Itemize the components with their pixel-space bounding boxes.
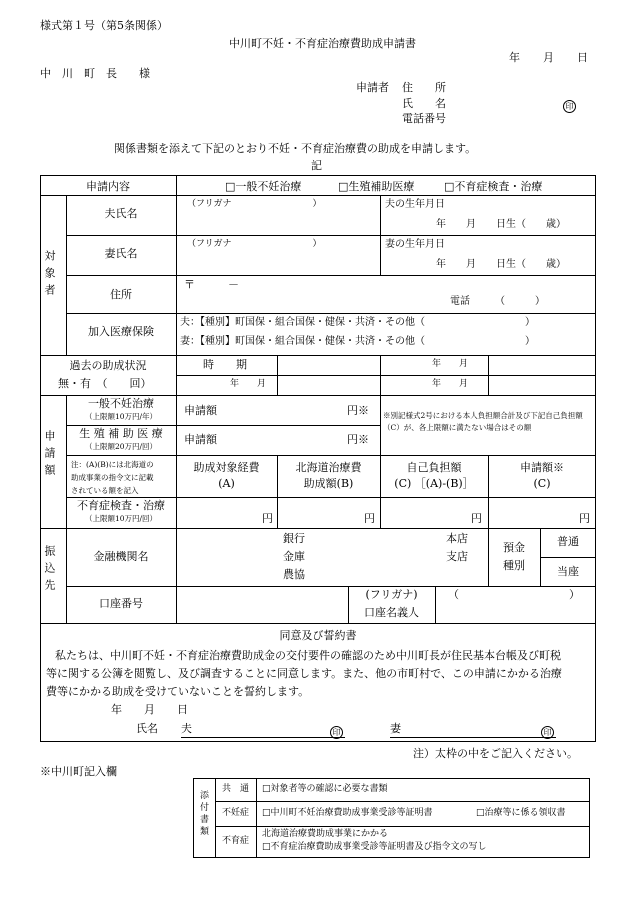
note-line-2: 助成事業の指令文に記載 [71,473,154,482]
general-yen: 円※ [347,404,369,417]
husband-birth-label: 夫の生年月日 [385,199,445,210]
date-year: 年 [509,51,520,64]
request-option-general[interactable]: □一般不妊治療 [225,180,302,193]
futsu-option[interactable]: 普通 [557,535,579,548]
attach-rec-item-1: 北海道治療費助成事業にかかる [262,829,389,839]
past-ym-1: 年 月 [230,379,267,389]
colB-sub: 助成額(B) [303,477,354,490]
toza-option[interactable]: 当座 [557,565,579,578]
holder-furigana-label: (フリガナ) [365,588,418,601]
ki-label: 記 [311,159,322,172]
colC-sub: (C) ［(A)-(B)］ [394,477,474,490]
wife-furigana: （フリガナ ） [187,239,322,249]
past-label: 過去の助成状況 [69,359,147,372]
wife-birth-label: 妻の生年月日 [385,239,445,250]
past-ym-2: 年 月 [432,359,469,369]
colD-sub: (C) [533,477,551,490]
husband-seal-icon: 印 [330,722,343,739]
past-ym-3: 年 月 [432,379,469,389]
intro-text: 関係書類を添えて下記のとおり不妊・不育症治療費の助成を申請します。 [114,142,477,155]
past-count[interactable]: 無・有 （ 回） [58,377,152,390]
attach-inf-item-2[interactable]: □治療等に係る領収書 [476,808,566,818]
past-period-label: 時 期 [203,358,247,371]
shubetsu-label: 種別 [503,559,525,572]
attach-infertility-label: 不妊症 [221,808,249,818]
husband-name-label: 夫氏名 [104,207,138,220]
kinko-suffix: 金庫 [283,550,305,563]
art-limit: （上限額20万円/回） [84,442,158,451]
wife-name-label: 妻氏名 [104,247,138,260]
shiten-suffix: 支店 [446,550,468,563]
general-req-label: 申請額 [184,404,217,417]
bank-label: 金融機関名 [93,550,149,563]
applicant-seal-icon: 印 [563,96,576,113]
consent-line-1: 私たちは、中川町不妊・不育症治療費助成金の交付要件の確認のため中川町長が住民基本台帳及び町税 [55,649,561,662]
colD-title: 申請額※ [520,461,564,474]
ivf-label: 不育症検査・治療 [77,499,165,512]
consent-husband-label: 夫 [181,722,192,735]
note-line-3: されている額を記入 [71,486,139,495]
consent-line-2: 等に関する公簿を閲覧し、及び調査することに同意します。また、他の市町村で、この申請にかかる治療 [46,667,562,680]
holder-furigana-field[interactable]: （ ） [448,588,580,601]
yokin-label: 預金 [503,541,525,554]
attach-common-item[interactable]: □対象者等の確認に必要な書類 [262,784,388,794]
insurance-wife[interactable]: 妻：【種別】町国保・組合国保・健保・共済・その他（ ） [180,336,535,347]
tel-field[interactable]: 電話 （ ） [450,296,545,307]
attach-label: 添付書類 [198,790,208,838]
art-label: 生 殖 補 助 医 療 [79,427,163,440]
holder-label: 口座名義人 [364,606,419,619]
colC-title: 自己負担額 [406,461,462,474]
bank-suffix: 銀行 [283,532,305,545]
consent-wife-label: 妻 [390,722,401,735]
attach-rec-item-2[interactable]: □不育症治療費助成事業受診等証明書及び指令文の写し [262,842,487,852]
insurance-husband[interactable]: 夫：【種別】町国保・組合国保・健保・共済・その他（ ） [180,317,535,328]
form-number: 様式第１号（第5条関係） [40,19,168,32]
attach-inf-item-1[interactable]: □中川町不妊治療費助成事業受診等証明書 [262,808,433,818]
wife-seal-icon: 印 [541,722,554,739]
consent-title: 同意及び誓約書 [279,629,357,642]
husband-birth-ymd: 年 月 日生（ 歳） [436,219,566,230]
colB-title: 北海道治療費 [295,461,362,474]
side-note: ※別記様式2号における本人負担額合計及び下記自己負担額（C）が、各上限額に満たない場合はその額 [383,411,583,432]
husband-furigana: （フリガナ ） [187,199,322,209]
yen-D: 円 [579,512,590,525]
applicant-label: 申請者 [356,81,389,94]
note-line-1: 注：(A)(B)には北海道の [71,460,154,469]
target-label: 対象者 [43,250,56,301]
applicant-address-label: 住 所 [402,81,446,94]
honten-suffix: 本店 [446,532,468,545]
account-no-label: 口座番号 [99,597,143,610]
address-label: 住所 [110,288,132,301]
request-label: 申請内容 [86,180,130,193]
transfer-label: 振込先 [43,545,56,596]
yen-A: 円 [262,512,273,525]
art-req-label: 申請額 [184,433,217,446]
consent-name-label: 氏名 [136,722,158,735]
addressee: 中 川 町 長 様 [40,67,150,80]
consent-line-3: 費等にかかる助成を受けていないことを誓約します。 [46,685,310,698]
request-option-art[interactable]: □生殖補助医療 [338,180,415,193]
colA-sub: (A) [218,477,235,490]
yen-B: 円 [364,512,375,525]
attach-recurrent-label: 不育症 [221,836,249,846]
nokyo-suffix: 農協 [283,568,305,581]
date-day: 日 [577,51,588,64]
request-option-recurrent[interactable]: □不育症検査・治療 [444,180,543,193]
office-use-label: ※中川町記入欄 [40,765,117,778]
art-yen: 円※ [347,433,369,446]
footnote: 注）太枠の中をご記入ください。 [413,747,578,760]
form-title: 中川町不妊・不育症治療費助成申請書 [229,37,416,50]
wife-birth-ymd: 年 月 日生（ 歳） [436,259,566,270]
general-limit: （上限額10万円/年） [84,412,158,421]
amount-label: 申請額 [43,430,56,481]
general-label: 一般不妊治療 [88,397,154,410]
postal-code[interactable]: 〒 － [184,278,239,291]
consent-date: 年 月 日 [111,703,188,716]
applicant-name-label: 氏 名 [402,97,446,110]
date-month: 月 [543,51,554,64]
yen-C: 円 [471,512,482,525]
ivf-limit: （上限額10万円/回） [84,514,158,523]
colA-title: 助成対象経費 [193,461,260,474]
insurance-label: 加入医療保険 [88,325,154,338]
applicant-phone-label: 電話番号 [402,112,446,125]
attach-common-label: 共 通 [221,784,249,794]
